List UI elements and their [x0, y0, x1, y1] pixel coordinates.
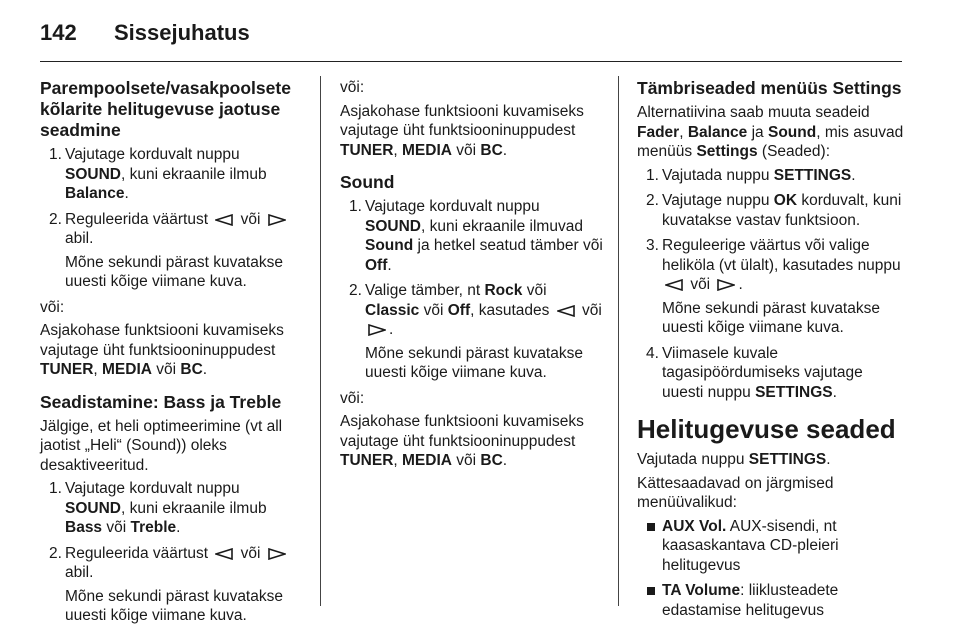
main-heading: Helitugevuse seaded [637, 414, 896, 444]
triangle-left-icon [557, 305, 575, 317]
page-header [40, 14, 902, 52]
triangle-left-icon [665, 279, 683, 291]
list-item: TA Volume: liiklusteadete edastamise helitugevus [637, 581, 905, 620]
list-item: 1. Vajutage korduvalt nuppu SOUND, kuni ekraanile ilmuvad Sound ja hetkel seatud tämber või Off. [349, 198, 603, 274]
paragraph: Vajutada nuppu SETTINGS. [637, 451, 831, 468]
steps-list [340, 197, 604, 383]
column-3 [637, 78, 905, 626]
steps-list [40, 145, 300, 292]
list-item: 2. Valige tämber, nt Rock või Classic või Off, kasutades või . Mõne sekundi pärast kuvatakse uuesti kõige viimane kuva. [349, 282, 602, 381]
column-1 [40, 78, 300, 632]
triangle-left-icon [215, 548, 233, 560]
page-number: 142 [40, 20, 77, 45]
paragraph: Asjakohase funktsiooni kuvamiseks vajutage üht funktsiooninuppudest TUNER, MEDIA või BC. [40, 322, 284, 378]
list-item: 1. Vajutada nuppu SETTINGS. [646, 166, 856, 184]
paragraph: või: [340, 79, 365, 96]
bullet-list [637, 517, 905, 621]
list-item: 2. Reguleerida väärtust või abil. Mõne sekundi pärast kuvatakse uuesti kõige viimane kuva. [40, 544, 300, 626]
steps-list [637, 166, 905, 403]
steps-list [40, 479, 300, 626]
list-item: 2. Reguleerida väärtust või abil. Mõne sekundi pärast kuvatakse uuesti kõige viimane kuva. [40, 210, 300, 292]
triangle-right-icon [268, 548, 286, 560]
paragraph: või: [340, 389, 365, 407]
paragraph: Kättesaadavad on järgmised menüüvalikud: [637, 474, 834, 511]
section-heading: Parempoolsete/vasakpoolsete kõlarite helitugevuse jaotuse seadmine [40, 78, 291, 140]
column-divider [618, 76, 619, 606]
paragraph: Alternatiivina saab muuta seadeid Fader, Balance ja Sound, mis asuvad menüüs Settings (Seaded): [637, 104, 904, 160]
list-item: 4. Viimasele kuvale tagasipöördumiseks vajutage uuesti nuppu SETTINGS. [646, 344, 863, 401]
list-item: 3. Reguleerige väärtus või valige heliköla (vt ülalt), kasutades nuppu või . Mõne sekundi pärast kuvatakse uuesti kõige viimane kuva. [646, 237, 901, 336]
paragraph: Asjakohase funktsiooni kuvamiseks vajutage üht funktsiooninuppudest TUNER, MEDIA või BC. [340, 102, 584, 159]
paragraph: või: [40, 298, 65, 316]
column-divider [320, 76, 321, 606]
triangle-left-icon [215, 214, 233, 226]
square-bullet-icon [647, 523, 655, 531]
section-heading: Seadistamine: Bass ja Treble [40, 391, 282, 412]
list-item: AUX Vol. AUX-sisendi, nt kaasaskantava CD-pleieri helitugevus [637, 517, 905, 576]
triangle-right-icon [368, 324, 386, 336]
paragraph: Asjakohase funktsiooni kuvamiseks vajutage üht funktsiooninuppudest TUNER, MEDIA või BC. [340, 413, 584, 469]
list-item: 1. Vajutage korduvalt nuppu SOUND, kuni ekraanile ilmub Balance. [49, 146, 267, 202]
section-heading: Tämbriseaded menüüs Settings [637, 78, 902, 98]
list-item: 1. Vajutage korduvalt nuppu SOUND, kuni ekraanile ilmub Bass või Treble. [49, 480, 267, 536]
triangle-right-icon [268, 214, 286, 226]
section-heading: Sound [340, 172, 395, 192]
list-item: 2. Vajutage nuppu OK korduvalt, kuni kuvatakse vastav funktsioon. [646, 192, 902, 229]
triangle-right-icon [717, 279, 735, 291]
paragraph: Jälgige, et heli optimeerimine (vt all jaotist „Heli“ (Sound)) oleks desaktiveeritud. [40, 417, 283, 474]
column-2 [340, 78, 604, 475]
square-bullet-icon [647, 587, 655, 595]
page-title: Sissejuhatus [114, 20, 250, 45]
header-rule [40, 61, 902, 62]
